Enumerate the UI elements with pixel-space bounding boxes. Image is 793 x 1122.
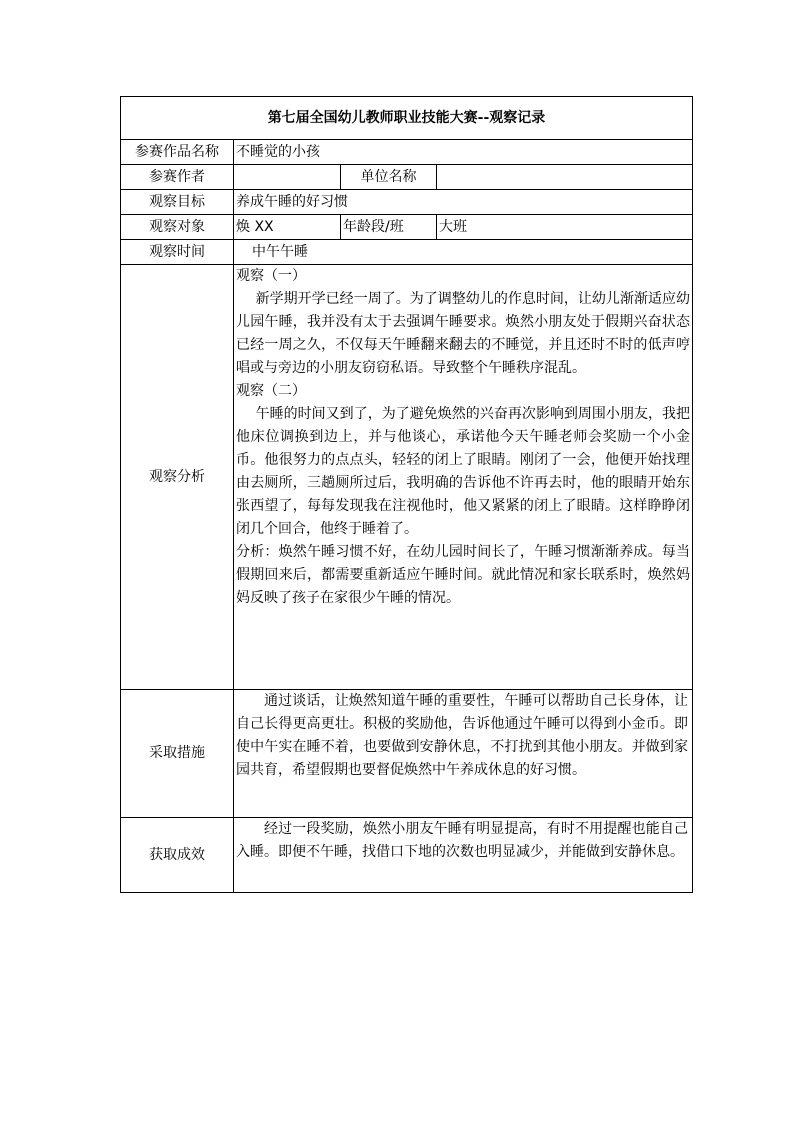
age-label: 年龄段/班 <box>341 215 437 240</box>
time-value: 中午午睡 <box>234 240 693 265</box>
observation-1-text: 新学期开学已经一周了。为了调整幼儿的作息时间，让幼儿渐渐适应幼儿园午睡，我并没有太于去强调午睡要求。焕然小朋友处于假期兴奋状态已经一周之久，不仅每天午睡翻来翻去的不睡觉，并且还时不时的低声哼唱或与旁边的小朋友窃窃私语。导致整个午睡秩序混乱。 <box>236 291 690 376</box>
object-value: 焕 XX <box>234 215 341 240</box>
goal-value: 养成午睡的好习惯 <box>234 190 693 215</box>
results-content <box>234 818 693 893</box>
analysis-content <box>234 265 693 690</box>
observation-record-table <box>120 96 693 893</box>
measures-label: 采取措施 <box>121 690 234 818</box>
observation-1-heading: 观察（一） <box>236 268 306 284</box>
work-name-label: 参赛作品名称 <box>121 140 234 165</box>
measures-text: 通过谈话，让焕然知道午睡的重要性，午睡可以帮助自己长身体，让自己长得更高更壮。积极的奖励他，告诉他通过午睡可以得到小金币。即使中午实在睡不着，也要做到安静休息，不打扰到其他小朋友。并做到家园共育，希望假期也要督促焕然中午养成休息的好习惯。 <box>236 693 688 778</box>
observation-2-text: 午睡的时间又到了，为了避免焕然的兴奋再次影响到周围小朋友，我把他床位调换到边上，并与他谈心，承诺他今天午睡老师会奖励一个小金币。他很努力的点点头，轻轻的闭上了眼睛。刚闭了一会，他便开始找理由去厕所，三趟厕所过后，我明确的告诉他不许再去时，他的眼睛开始东张西望了，每每发现我在注视他时，他又紧紧的闭上了眼睛。这样睁睁闭闭几个回合，他终于睡着了。 <box>236 406 690 537</box>
results-text: 经过一段奖励，焕然小朋友午睡有明显提高，有时不用提醒也能自己入睡。即便不午睡，找借口下地的次数也明显减少，并能做到安静休息。 <box>236 821 688 860</box>
document-title: 第七届全国幼儿教师职业技能大赛--观察记录 <box>121 97 693 140</box>
work-name-value: 不睡觉的小孩 <box>234 140 693 165</box>
observation-2-heading: 观察（二） <box>236 383 306 399</box>
unit-label: 单位名称 <box>341 165 437 190</box>
analysis-conclusion: 分析：焕然午睡习惯不好，在幼儿园时间长了，午睡习惯渐渐养成。每当假期回来后，都需要重新适应午睡时间。就此情况和家长联系时，焕然妈妈反映了孩子在家很少午睡的情况。 <box>236 544 690 606</box>
age-value: 大班 <box>437 215 693 240</box>
unit-value <box>437 165 693 190</box>
author-value <box>234 165 341 190</box>
goal-label: 观察目标 <box>121 190 234 215</box>
measures-content <box>234 690 693 818</box>
observation-record-page <box>120 96 692 893</box>
object-label: 观察对象 <box>121 215 234 240</box>
results-label: 获取成效 <box>121 818 234 893</box>
author-label: 参赛作者 <box>121 165 234 190</box>
time-label: 观察时间 <box>121 240 234 265</box>
analysis-label: 观察分析 <box>121 265 234 690</box>
